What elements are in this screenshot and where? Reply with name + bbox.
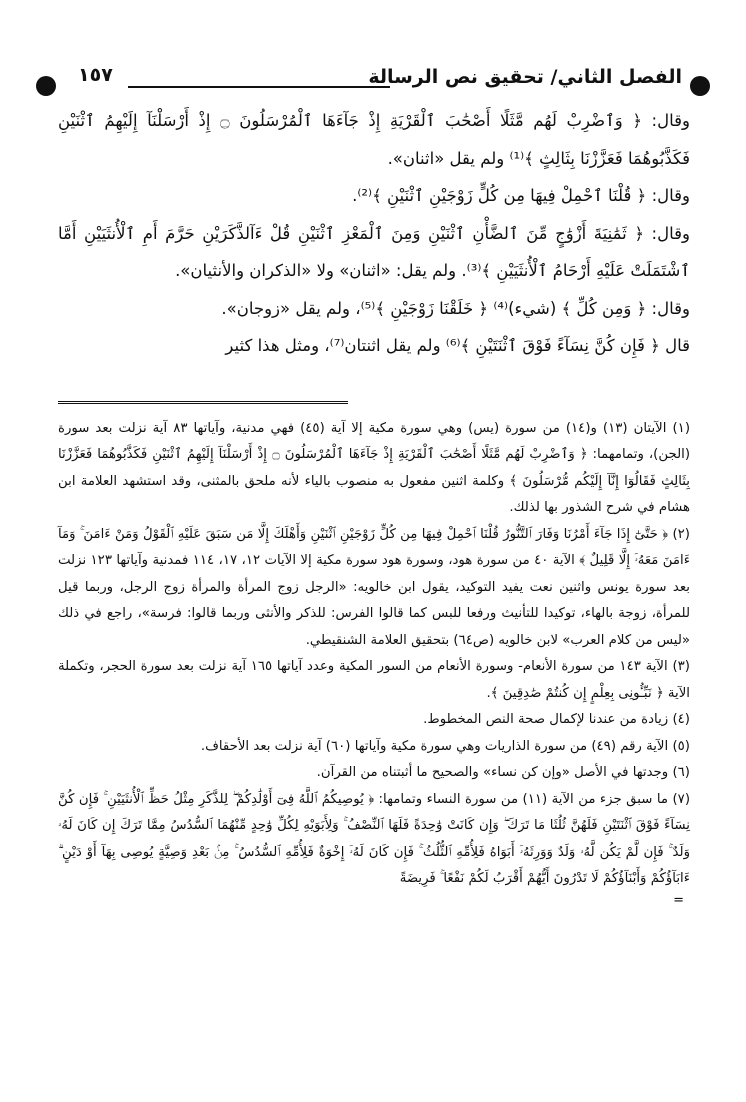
- footnotes: [58, 416, 690, 909]
- header-rule: [128, 86, 390, 88]
- header-dot-right: [690, 76, 710, 96]
- main-paragraph: قال ﴿ فَإِن كُنَّ نِسَآءً فَوْقَ ٱثْنَتَيْنِ ﴾⁽⁶⁾ ولم يقل اثنتان⁽⁷⁾، ومثل هذا كثير: [225, 336, 690, 355]
- main-paragraph: وقال: ﴿ وَمِن كُلِّ ﴾ (شيء)⁽⁴⁾ ﴿ خَلَقْنَا زَوْجَيْنِ ﴾⁽⁵⁾، ولم يقل «زوجان».: [221, 298, 690, 318]
- footnote: [58, 760, 690, 787]
- footnote: [58, 734, 690, 761]
- footnote-text: زيادة من عندنا لإكمال صحة النص المخطوط.: [423, 712, 669, 727]
- footnote: [58, 416, 690, 522]
- footnote-text: الآية ١٤٣ من سورة الأنعام- وسورة الأنعام من السور المكية وعدد آياتها ١٦٥ آية نزلت بعد سورة الحجر، وتكملة الآية ﴿ نَبِّـُٔونِى بِعِلْمٍ إِن كُنتُمْ صَٰدِقِينَ ﴾.: [58, 659, 690, 701]
- footnote-number: (٤): [672, 712, 690, 727]
- footnote-number: (٢): [672, 526, 690, 542]
- page-number: ١٥٧: [78, 64, 113, 86]
- footnote-number: (٦): [672, 765, 690, 780]
- footnote-number: (١): [672, 420, 691, 436]
- chapter-title: الفصل الثاني/ تحقيق نص الرسالة: [368, 66, 682, 88]
- footnote-text: الآيتان (١٣) و(١٤) من سورة (يس) وهي سورة مكية إلا آية (٤٥) فهي مدنية، وآياتها ٨٣ آية نزلت بعد سورة (الجن)، وتمامهما: ﴿ وَٱضْرِبْ لَهُم مَّثَلًا أَصْحَٰبَ ٱلْقَرْيَةِ إِذْ جَآءَهَا ٱلْمُرْسَلُونَ ۝ إِذْ أَرْسَلْنَآ إِلَيْهِمُ ٱثْنَيْنِ فَكَذَّبُوهُمَا فَعَزَّزْنَا بِثَالِثٍ فَقَالُوٓا إِنَّآ إِلَيْكُم مُّرْسَلُونَ ﴾ وكلمة اثنين مفعول به منصوب بالياء لأنه ملحق بالمثنى، وقد استشهد العلامة ابن هشام في شرح الشذور بها لذلك.: [58, 420, 691, 515]
- page-header: [58, 56, 690, 102]
- continuation-mark: =: [673, 892, 684, 908]
- main-paragraph: وقال: ﴿ وَٱضْرِبْ لَهُم مَّثَلًا أَصْحَٰبَ ٱلْقَرْيَةِ إِذْ جَآءَهَا ٱلْمُرْسَلُونَ ۝ إِذْ أَرْسَلْنَآ إِلَيْهِمُ ٱثْنَيْنِ فَكَذَّبُوهُمَا فَعَزَّزْنَا بِثَالِثٍ ﴾⁽¹⁾ ولم يقل «اثنان».: [58, 111, 690, 168]
- main-text: [58, 102, 690, 365]
- footnote: [58, 654, 690, 707]
- footnote-text: وجدتها في الأصل «وإن كن نساء» والصحيح ما أثبتناه من القرآن.: [316, 765, 669, 780]
- footnote-separator: [58, 401, 348, 404]
- footnote-text: الآية رقم (٤٩) من سورة الذاريات وهي سورة مكية وآياتها (٦٠) آية نزلت بعد الأحقاف.: [200, 738, 669, 754]
- footnote: [58, 522, 690, 655]
- footnote: [58, 707, 690, 734]
- footnote-number: (٣): [672, 659, 690, 674]
- footnote-text: ما سبق جزء من الآية (١١) من سورة النساء وتمامها: ﴿ يُوصِيكُمُ ٱللَّهُ فِىٓ أَوْلَٰدِكُمْ ۖ لِلذَّكَرِ مِثْلُ حَظِّ ٱلْأُنثَيَيْنِ ۚ فَإِن كُنَّ نِسَآءً فَوْقَ ٱثْنَتَيْنِ فَلَهُنَّ ثُلُثَا مَا تَرَكَ ۖ وَإِن كَانَتْ وَٰحِدَةً فَلَهَا ٱلنِّصْفُ ۚ وَلِأَبَوَيْهِ لِكُلِّ وَٰحِدٍ مِّنْهُمَا ٱلسُّدُسُ مِمَّا تَرَكَ إِن كَانَ لَهُۥ وَلَدٌ ۚ فَإِن لَّمْ يَكُن لَّهُۥ وَلَدٌ وَوَرِثَهُۥٓ أَبَوَاهُ فَلِأُمِّهِ ٱلثُّلُثُ ۚ فَإِن كَانَ لَهُۥٓ إِخْوَةٌ فَلِأُمِّهِ ٱلسُّدُسُ ۚ مِنۢ بَعْدِ وَصِيَّةٍ يُوصِى بِهَآ أَوْ دَيْنٍ ۗ ءَابَآؤُكُمْ وَأَبْنَآؤُكُمْ لَا تَدْرُونَ أَيُّهُمْ أَقْرَبُ لَكُمْ نَفْعًا ۚ فَرِيضَةً: [58, 791, 690, 886]
- footnote: [58, 787, 690, 893]
- footnote-text: ﴿ حَتَّىٰٓ إِذَا جَآءَ أَمْرُنَا وَفَارَ ٱلتَّنُّورُ قُلْنَا ٱحْمِلْ فِيهَا مِن كُلٍّ زَوْجَيْنِ ٱثْنَيْنِ وَأَهْلَكَ إِلَّا مَن سَبَقَ عَلَيْهِ ٱلْقَوْلُ وَمَنْ ءَامَنَ ۚ وَمَآ ءَامَنَ مَعَهُۥٓ إِلَّا قَلِيلٌ ﴾ الآية ٤٠ من سورة هود، وسورة هود سورة مكية إلا الآيات ١٢، ١٧، ١١٤ فمدنية وآياتها ١٢٣ نزلت بعد سورة يونس واثنين نعت يفيد التوكيد، يقول ابن خالويه: «الرجل زوج المرأة والمرأة زوج الرجل، وربما قيل للمرأة، زوجة بالهاء، توكيدا للتأنيث ورفعا للبس كما قالوا الفرس: للذكر والأنثى وربما قالوا: فرسة»، راجع في ذلك «ليس من كلام العرب» لابن خالويه (ص٦٤) بتحقيق العلامة الشنقيطي.: [58, 526, 690, 648]
- footnote-number: (٧): [672, 791, 691, 807]
- footnote-number: (٥): [672, 738, 690, 754]
- header-dot-left: [36, 76, 56, 96]
- main-paragraph: وقال: ﴿ ثَمَٰنِيَةَ أَزْوَٰجٍ مِّنَ ٱلضَّأْنِ ٱثْنَيْنِ وَمِنَ ٱلْمَعْزِ ٱثْنَيْنِ قُلْ ءَآلذَّكَرَيْنِ حَرَّمَ أَمِ ٱلْأُنثَيَيْنِ أَمَّا ٱشْتَمَلَتْ عَلَيْهِ أَرْحَامُ ٱلْأُنثَيَيْنِ ﴾⁽³⁾. ولم يقل: «اثنان» ولا «الذكران والأنثيان».: [58, 223, 690, 280]
- main-paragraph: وقال: ﴿ قُلْنَا ٱحْمِلْ فِيهَا مِن كُلٍّ زَوْجَيْنِ ٱثْنَيْنِ ﴾⁽²⁾.: [352, 186, 690, 205]
